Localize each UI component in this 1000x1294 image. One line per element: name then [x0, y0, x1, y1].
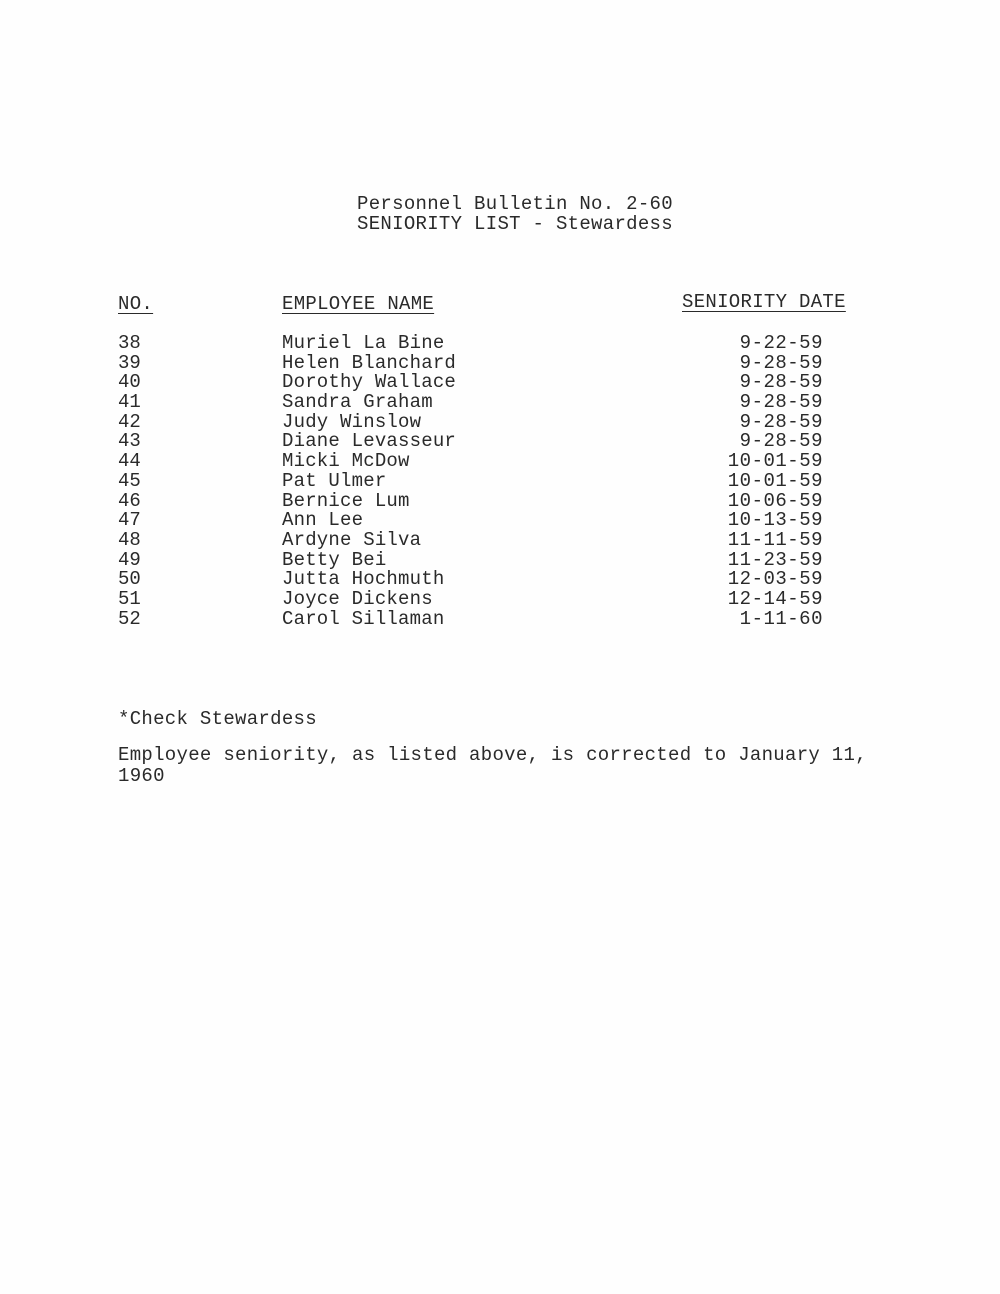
- list-subtitle: SENIORITY LIST - Stewardess: [357, 213, 673, 235]
- table-row: [0, 334, 1000, 354]
- row-number: 45: [118, 469, 141, 492]
- employee-name: Micki McDow: [282, 450, 410, 473]
- employee-name: Diane Levasseur: [282, 430, 457, 453]
- row-number: 50: [118, 568, 141, 591]
- bulletin-title: Personnel Bulletin No. 2-60: [357, 193, 673, 215]
- column-header-name: EMPLOYEE NAME: [282, 293, 435, 315]
- table-row: [0, 570, 1000, 590]
- seniority-date: 9-22-59: [739, 332, 823, 354]
- table-row: [0, 452, 1000, 472]
- table-row: [0, 410, 1000, 433]
- seniority-date: 11-23-59: [727, 548, 823, 571]
- row-number: 46: [118, 489, 141, 512]
- table-row: [0, 351, 1000, 374]
- check-note: *Check Stewardess: [118, 708, 317, 730]
- row-number: 42: [118, 410, 141, 433]
- column-header-no: NO.: [118, 293, 154, 315]
- table-row: [0, 489, 1000, 512]
- seniority-date: 1-11-60: [739, 607, 823, 630]
- employee-name: Ann Lee: [282, 509, 364, 532]
- seniority-date: 11-11-59: [727, 528, 823, 551]
- employee-name: Pat Ulmer: [282, 469, 387, 492]
- seniority-list: [0, 334, 1000, 629]
- table-row: [0, 393, 1000, 413]
- employee-name: Betty Bei: [282, 548, 387, 571]
- employee-name: Dorothy Wallace: [282, 371, 457, 394]
- row-number: 40: [118, 371, 141, 394]
- seniority-date: 10-01-59: [727, 450, 823, 473]
- employee-name: Sandra Graham: [282, 391, 433, 414]
- row-number: 43: [118, 430, 141, 453]
- employee-name: Judy Winslow: [282, 410, 422, 433]
- employee-name: Helen Blanchard: [282, 351, 457, 374]
- employee-name: Jutta Hochmuth: [282, 568, 445, 591]
- correction-statement: Employee seniority, as listed above, is corrected to January 11, 1960: [118, 744, 867, 787]
- table-row: [0, 469, 1000, 492]
- table-row: [0, 432, 1000, 452]
- row-number: 38: [118, 332, 141, 354]
- seniority-date: 9-28-59: [739, 351, 823, 374]
- employee-name: Joyce Dickens: [282, 587, 433, 610]
- seniority-date: 9-28-59: [739, 391, 823, 414]
- seniority-date: 9-28-59: [739, 430, 823, 453]
- row-number: 41: [118, 391, 141, 414]
- table-row: [0, 607, 1000, 630]
- table-row: [0, 528, 1000, 551]
- seniority-date: 9-28-59: [739, 410, 823, 433]
- row-number: 44: [118, 450, 141, 473]
- table-row: [0, 548, 1000, 571]
- employee-name: Carol Sillaman: [282, 607, 445, 630]
- seniority-date: 10-13-59: [727, 509, 823, 532]
- column-header-date: SENIORITY DATE: [682, 291, 846, 313]
- employee-name: Bernice Lum: [282, 489, 410, 512]
- table-row: [0, 587, 1000, 610]
- table-row: [0, 373, 1000, 393]
- row-number: 49: [118, 548, 141, 571]
- table-row: [0, 511, 1000, 531]
- row-number: 48: [118, 528, 141, 551]
- seniority-date: 9-28-59: [739, 371, 823, 394]
- seniority-date: 10-06-59: [727, 489, 823, 512]
- employee-name: Ardyne Silva: [282, 528, 422, 551]
- row-number: 51: [118, 587, 141, 610]
- row-number: 52: [118, 607, 141, 630]
- row-number: 47: [118, 509, 141, 532]
- seniority-date: 12-14-59: [727, 587, 823, 610]
- row-number: 39: [118, 351, 141, 374]
- employee-name: Muriel La Bine: [282, 332, 445, 354]
- seniority-date: 10-01-59: [727, 469, 823, 492]
- seniority-date: 12-03-59: [727, 568, 823, 591]
